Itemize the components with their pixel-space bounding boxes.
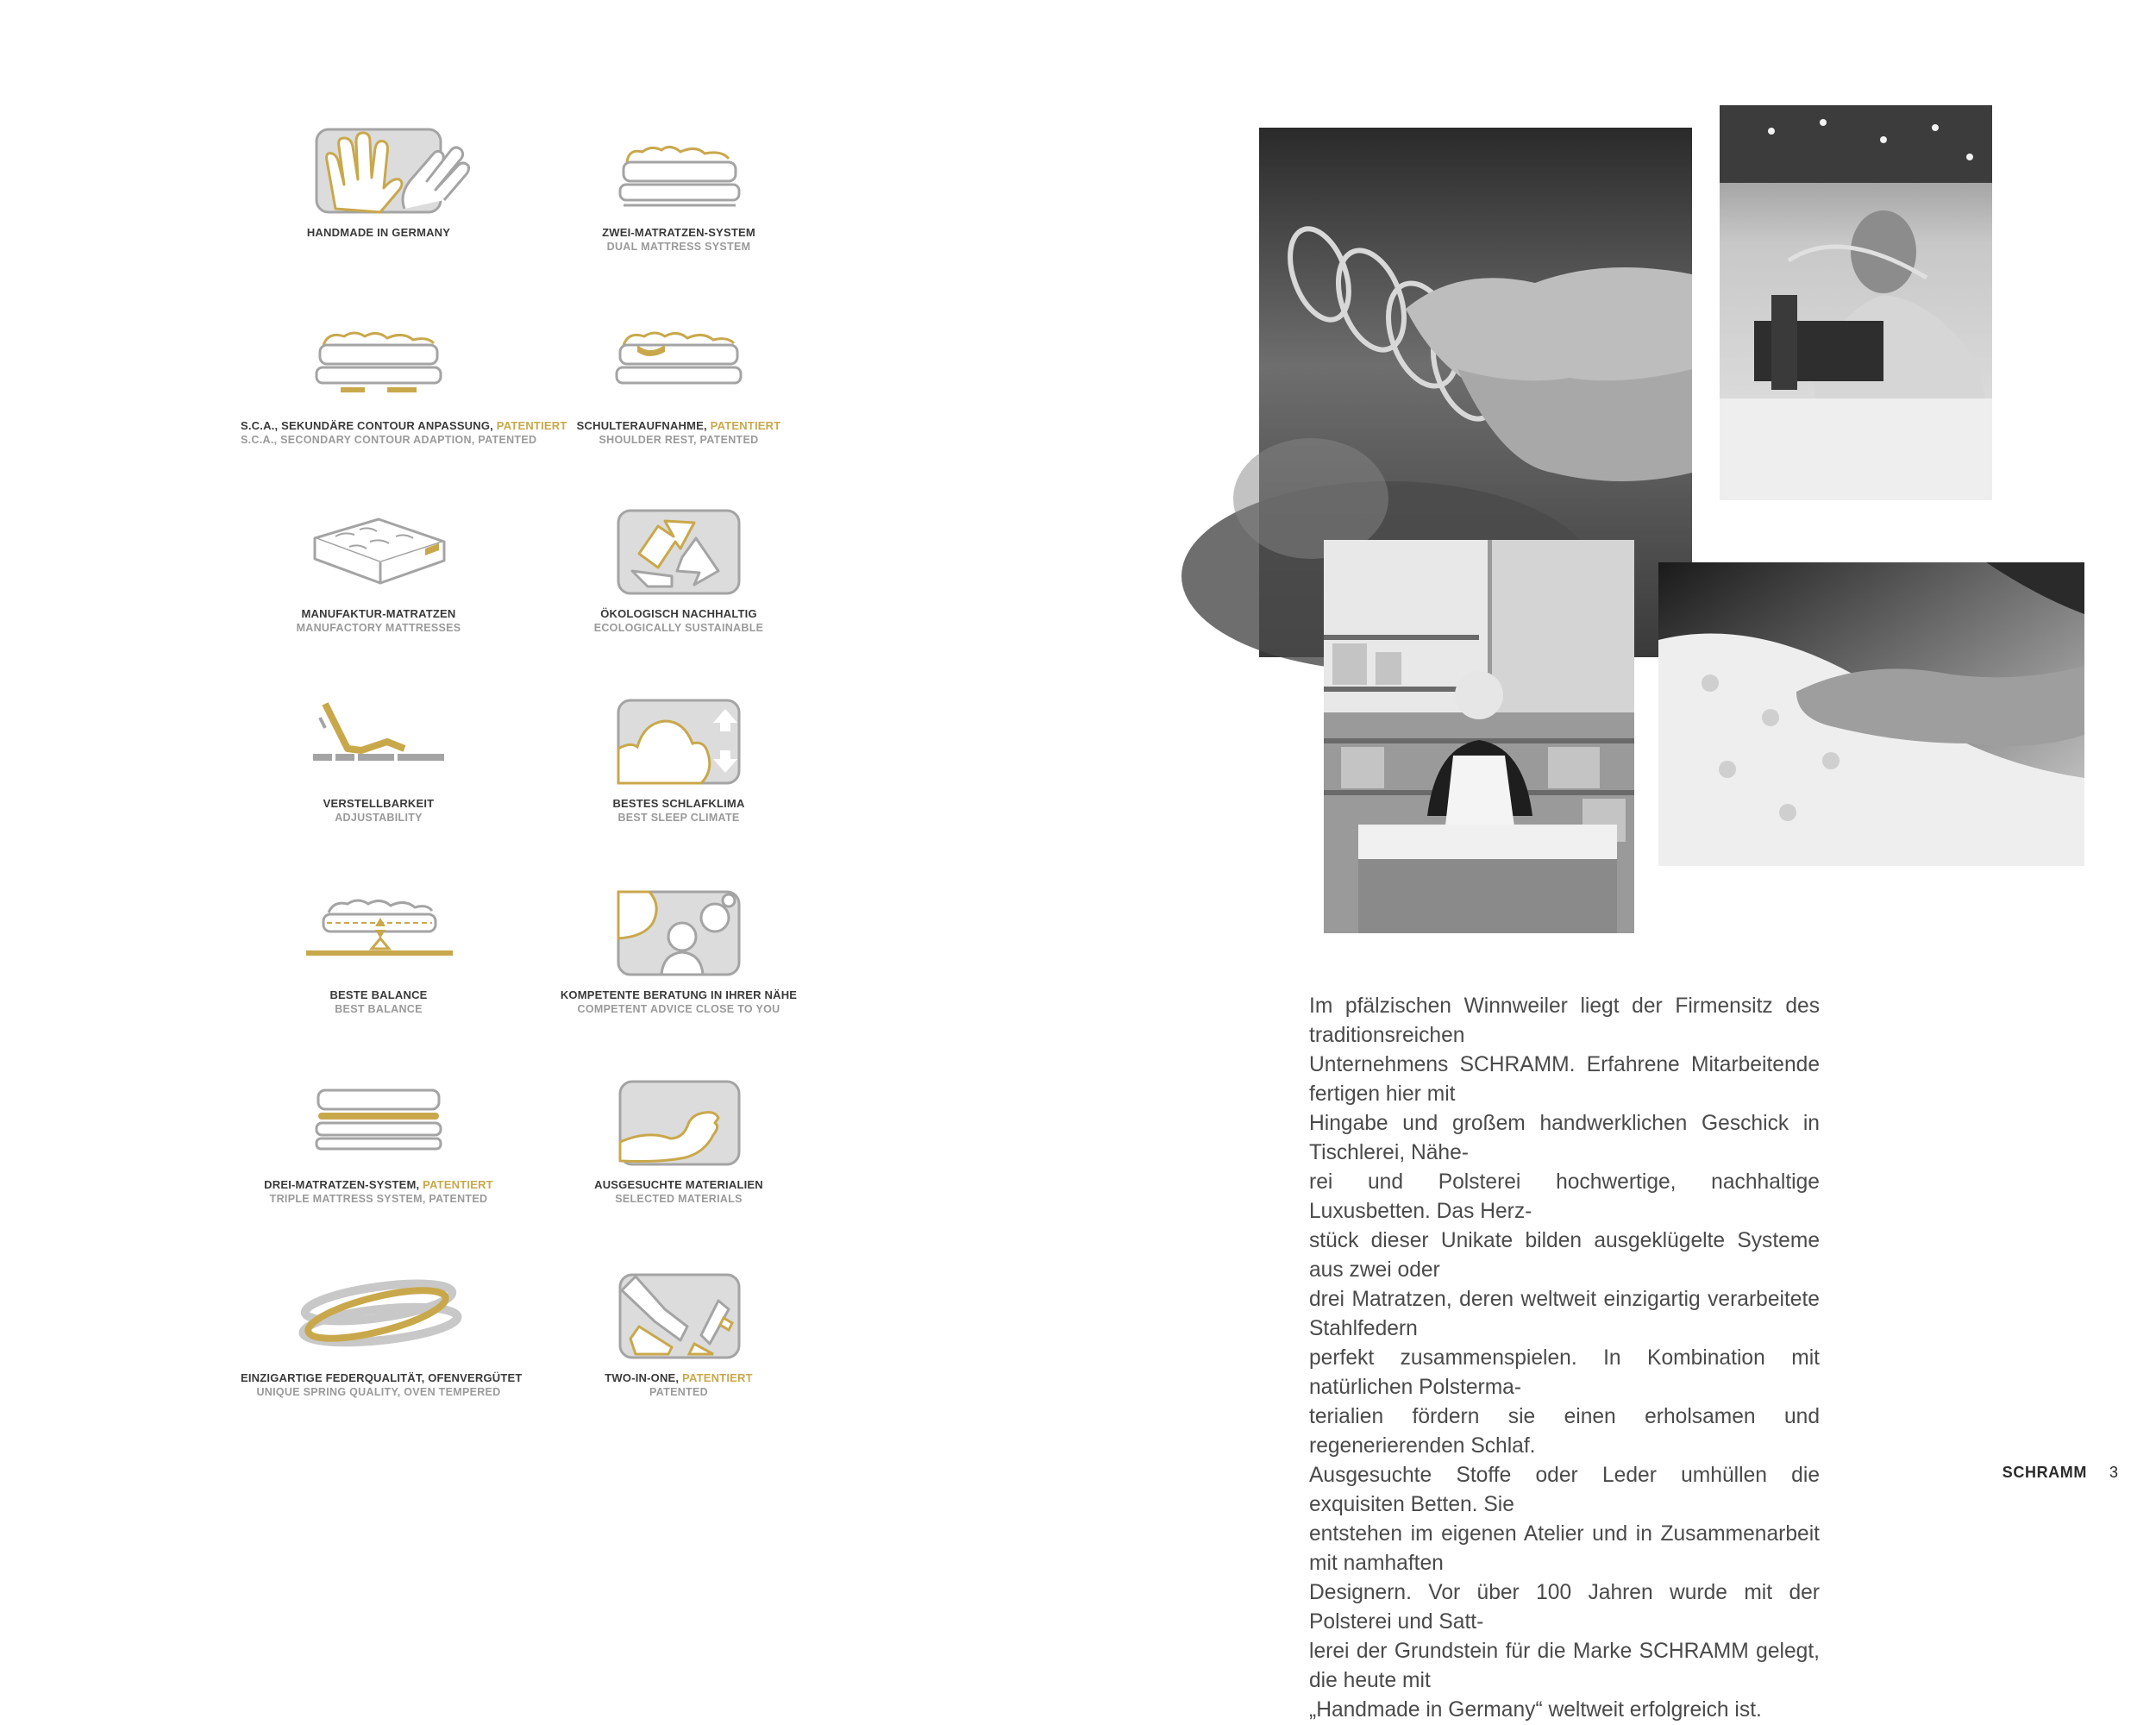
spring-icon bbox=[275, 1271, 482, 1366]
feature-sca bbox=[241, 319, 567, 447]
feature-manufactory bbox=[241, 507, 517, 635]
feature-title: ZWEI-MATRATZEN-SYSTEM bbox=[602, 226, 755, 239]
recycle-icon bbox=[575, 507, 782, 602]
two-in-one-icon bbox=[575, 1271, 782, 1366]
feature-title: VERSTELLBARKEIT bbox=[323, 797, 435, 810]
feature-two-in-one bbox=[541, 1271, 817, 1399]
body-line: terialien fördern sie einen erholsamen und regenerierenden Schlaf. bbox=[1309, 1405, 1820, 1458]
feature-balance bbox=[241, 888, 517, 1016]
feature-subtitle: BEST SLEEP CLIMATE bbox=[617, 812, 740, 824]
feature-adjustability bbox=[241, 697, 517, 825]
feature-subtitle: TRIPLE MATTRESS SYSTEM, PATENTED bbox=[269, 1193, 488, 1205]
sleep-climate-icon bbox=[575, 697, 782, 792]
body-line: Ausgesuchte Stoffe oder Leder umhüllen die exquisiten Betten. Sie bbox=[1309, 1464, 1820, 1516]
hands-icon bbox=[275, 126, 482, 221]
feature-subtitle: MANUFACTORY MATTRESSES bbox=[296, 622, 461, 634]
feature-spring-quality bbox=[241, 1271, 523, 1399]
shoulder-rest-icon bbox=[575, 319, 782, 414]
feature-subtitle: COMPETENT ADVICE CLOSE TO YOU bbox=[577, 1003, 780, 1015]
body-line: entstehen im eigenen Atelier und in Zusammenarbeit mit namhaften bbox=[1309, 1522, 1820, 1575]
feature-subtitle: UNIQUE SPRING QUALITY, OVEN TEMPERED bbox=[256, 1386, 501, 1398]
feature-dual-mattress bbox=[541, 126, 817, 254]
feature-subtitle: PATENTED bbox=[649, 1386, 708, 1398]
feature-title: KOMPETENTE BERATUNG IN IHRER NÄHE bbox=[560, 988, 798, 1001]
feature-handmade bbox=[241, 126, 517, 240]
photo-upholstery bbox=[1658, 562, 2084, 866]
feature-subtitle: BEST BALANCE bbox=[335, 1003, 423, 1015]
balance-icon bbox=[275, 888, 482, 983]
feature-ecological bbox=[541, 507, 817, 635]
feature-title: HANDMADE IN GERMANY bbox=[306, 226, 451, 239]
feature-subtitle: ADJUSTABILITY bbox=[335, 812, 423, 824]
feature-title: SCHULTERAUFNAHME, PATENTIERT bbox=[576, 419, 781, 432]
brand-name: SCHRAMM bbox=[2002, 1464, 2087, 1481]
body-line: drei Matratzen, deren weltweit einzigartig verarbeitete Stahlfedern bbox=[1309, 1288, 1820, 1340]
feature-subtitle: S.C.A., SECONDARY CONTOUR ADAPTION, PATENTED bbox=[241, 434, 537, 446]
body-line: rei und Polsterei hochwertige, nachhaltige Luxusbetten. Das Herz- bbox=[1309, 1170, 1820, 1223]
page-number: 3 bbox=[2109, 1464, 2118, 1481]
body-text bbox=[1309, 992, 1820, 1725]
feature-materials bbox=[541, 1078, 817, 1206]
feature-title: TWO-IN-ONE, PATENTIERT bbox=[605, 1371, 753, 1384]
page-footer bbox=[2002, 1464, 2118, 1482]
feature-subtitle: SELECTED MATERIALS bbox=[615, 1193, 743, 1205]
body-line: perfekt zusammenspielen. In Kombination mit natürlichen Polsterma- bbox=[1309, 1346, 1820, 1399]
feature-subtitle: SHOULDER REST, PATENTED bbox=[599, 434, 759, 446]
body-line: Designern. Vor über 100 Jahren wurde mit der Polsterei und Satt- bbox=[1309, 1581, 1820, 1634]
feature-title: DREI-MATRATZEN-SYSTEM, PATENTIERT bbox=[264, 1178, 493, 1191]
feature-title: ÖKOLOGISCH NACHHALTIG bbox=[600, 607, 757, 620]
body-line: Im pfälzischen Winnweiler liegt der Firmensitz des traditionsreichen bbox=[1309, 994, 1820, 1047]
photo-sewing bbox=[1720, 105, 1992, 500]
dual-mattress-icon bbox=[575, 126, 782, 221]
feature-title: S.C.A., SEKUNDÄRE CONTOUR ANPASSUNG, PATENTIERT bbox=[241, 419, 567, 432]
feature-title: MANUFAKTUR-MATRATZEN bbox=[301, 607, 456, 620]
feature-sleep-climate bbox=[541, 697, 817, 825]
feature-title: AUSGESUCHTE MATERIALIEN bbox=[594, 1178, 763, 1191]
triple-mattress-icon bbox=[275, 1078, 482, 1173]
feature-shoulder-rest bbox=[541, 319, 817, 447]
body-line: stück dieser Unikate bilden ausgeklügelte Systeme aus zwei oder bbox=[1309, 1229, 1820, 1282]
feature-consultation bbox=[541, 888, 817, 1016]
manufactory-mattress-icon bbox=[275, 507, 482, 602]
feature-subtitle: DUAL MATTRESS SYSTEM bbox=[606, 241, 751, 253]
contour-adaption-icon bbox=[275, 319, 482, 414]
feature-title: BESTES SCHLAFKLIMA bbox=[612, 797, 745, 810]
feature-title: EINZIGARTIGE FEDERQUALITÄT, OFENVERGÜTET bbox=[241, 1371, 523, 1384]
feature-subtitle: ECOLOGICALLY SUSTAINABLE bbox=[593, 622, 764, 634]
feature-title: BESTE BALANCE bbox=[329, 988, 428, 1001]
adjustable-bed-icon bbox=[275, 697, 482, 792]
body-line: „Handmade in Germany“ weltweit erfolgreich ist. bbox=[1309, 1698, 1762, 1722]
body-line: Hingabe und großem handwerklichen Geschick in Tischlerei, Nähe- bbox=[1309, 1112, 1820, 1164]
consultation-icon bbox=[575, 888, 782, 983]
photo-workshop bbox=[1324, 540, 1634, 933]
sheep-icon bbox=[575, 1078, 782, 1173]
feature-triple-mattress bbox=[241, 1078, 517, 1206]
body-line: Unternehmens SCHRAMM. Erfahrene Mitarbeitende fertigen hier mit bbox=[1309, 1053, 1820, 1106]
body-line: lerei der Grundstein für die Marke SCHRAMM gelegt, die heute mit bbox=[1309, 1640, 1820, 1692]
